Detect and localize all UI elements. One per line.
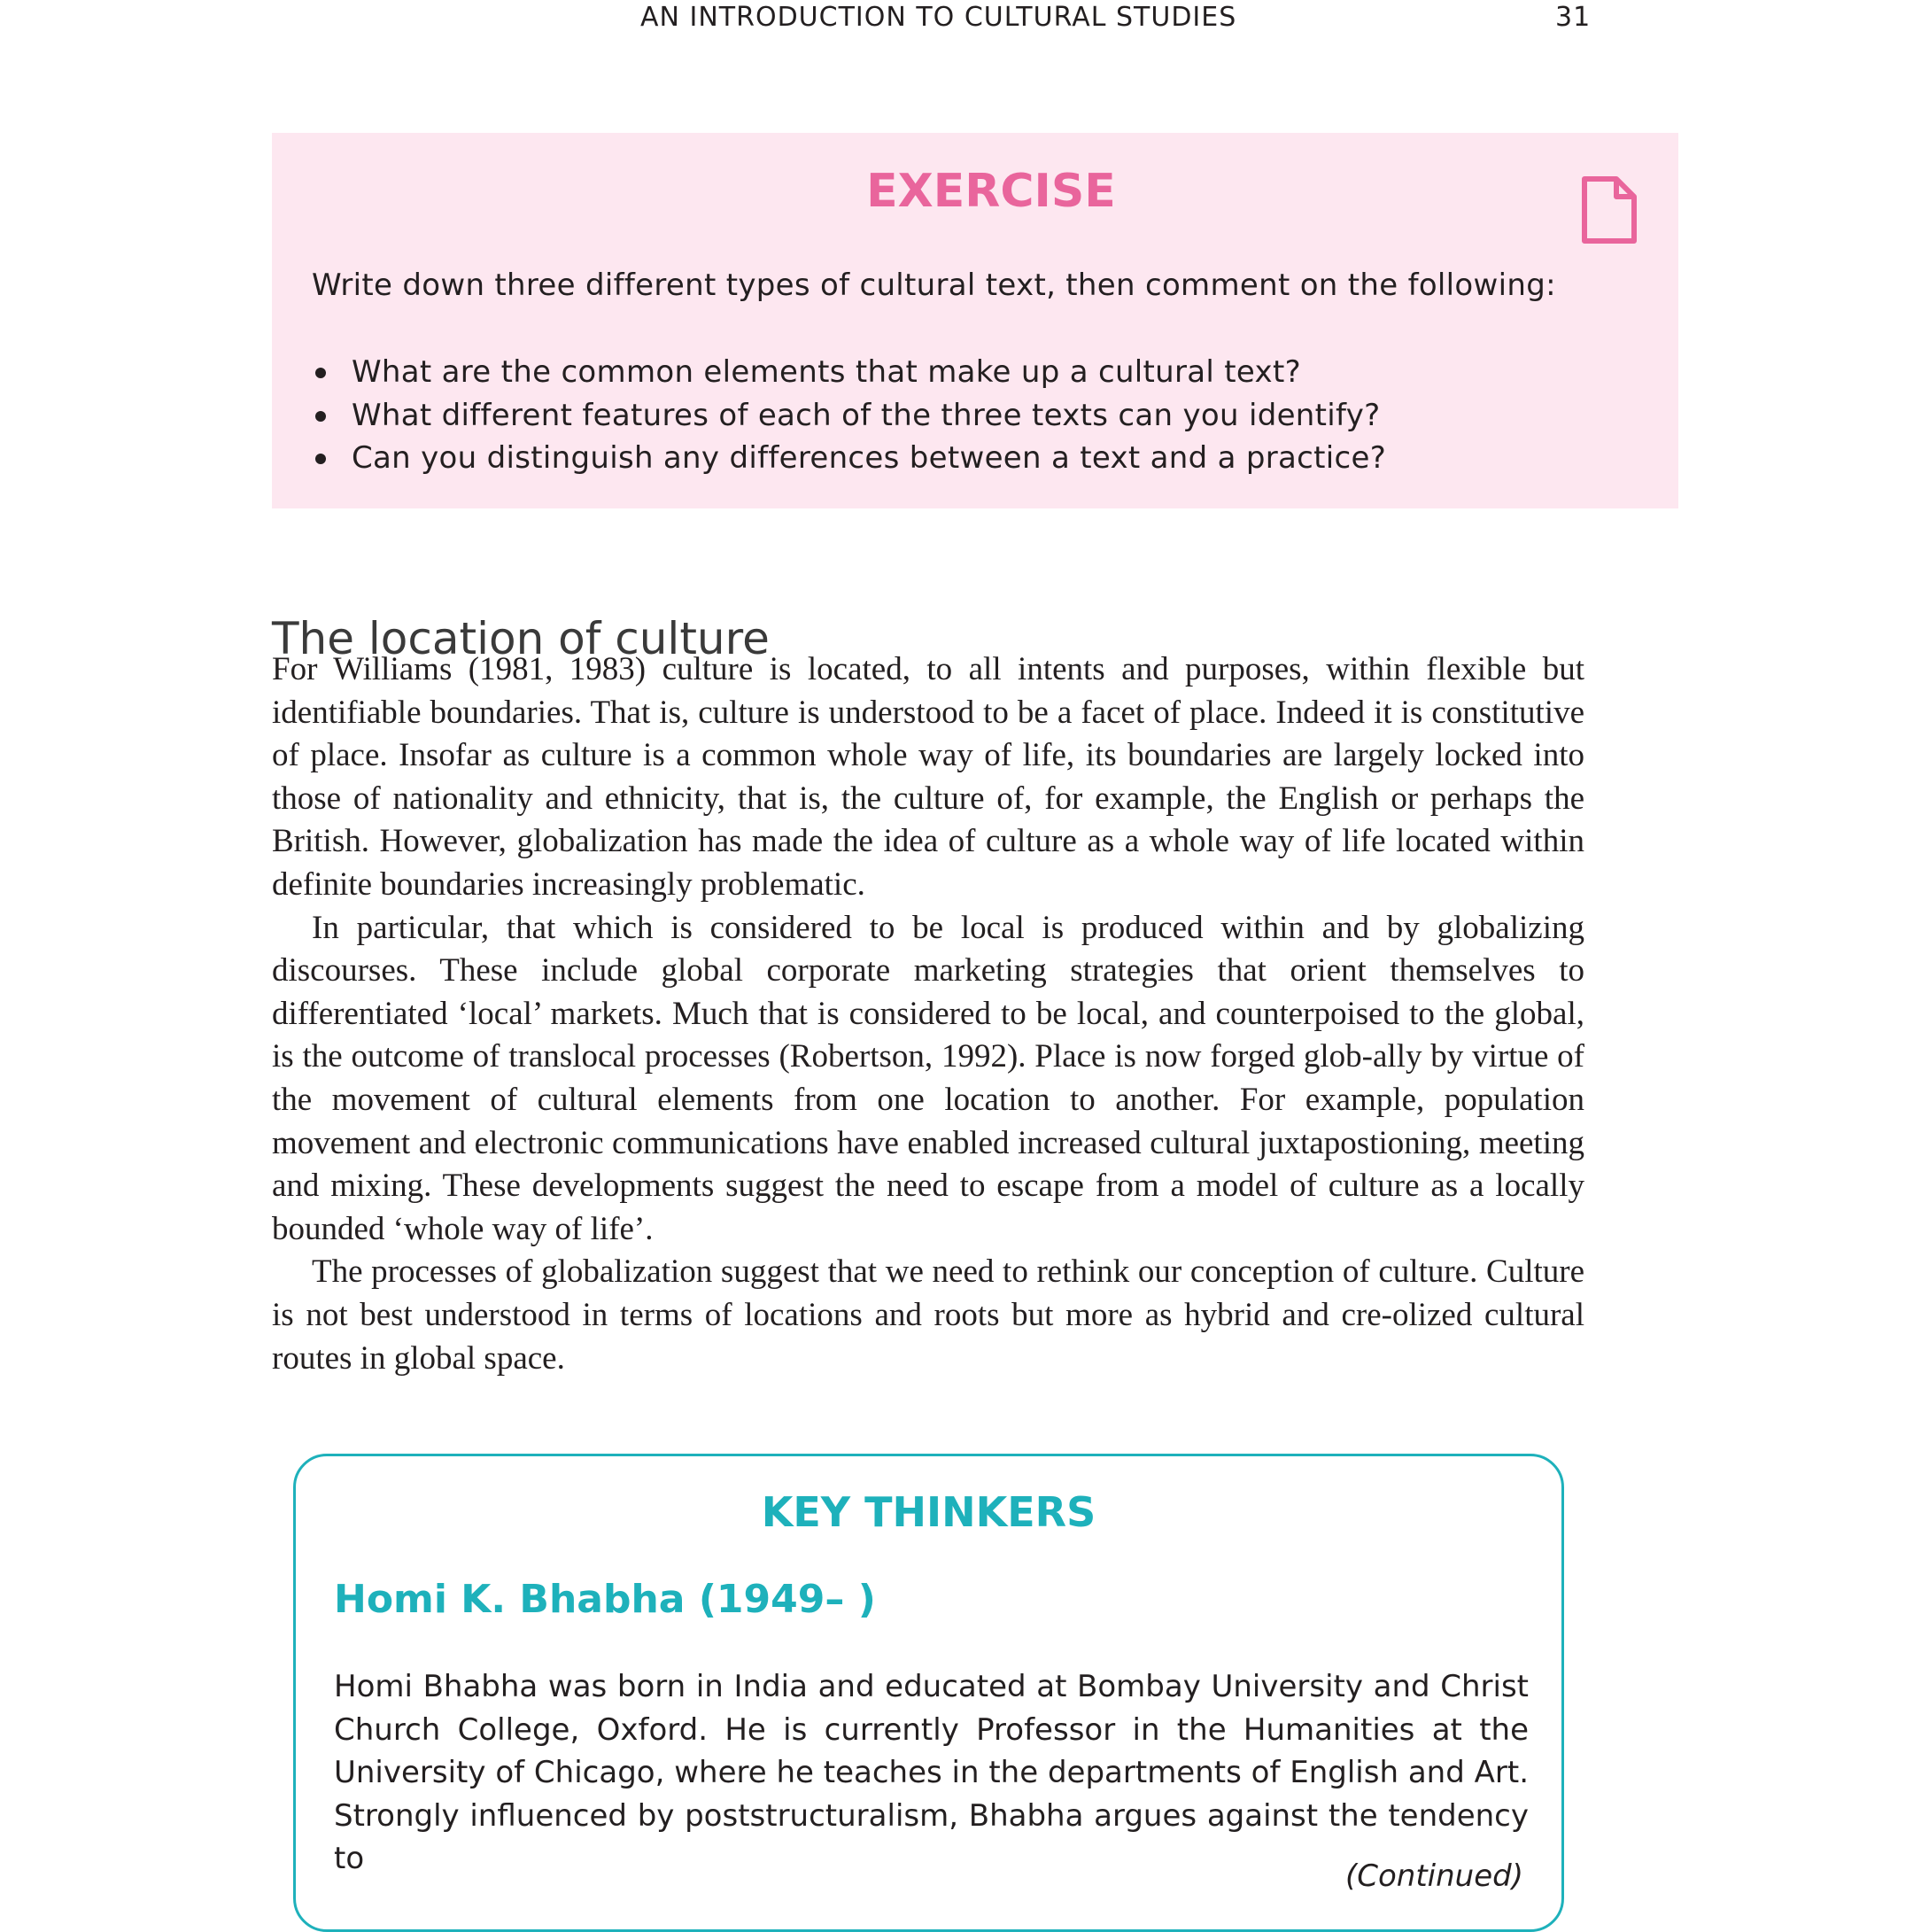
question-text: What are the common elements that make up a cultural text? bbox=[352, 354, 1301, 390]
exercise-intro: Write down three different types of cultural text, then comment on the following: bbox=[312, 268, 1556, 303]
continued-label: (Continued) bbox=[1345, 1858, 1523, 1894]
bullet-icon bbox=[315, 368, 326, 378]
bullet-icon bbox=[315, 411, 326, 422]
exercise-questions bbox=[312, 351, 1386, 480]
running-title: AN INTRODUCTION TO CULTURAL STUDIES bbox=[640, 2, 1237, 33]
paragraph: The processes of globalization suggest that we need to rethink our conception of culture. Culture is not best understood in terms of locations and roots but more as hybrid and cre-olized cultural routes in global space. bbox=[272, 1253, 1584, 1377]
exercise-box bbox=[272, 133, 1678, 508]
exercise-title: EXERCISE bbox=[866, 165, 1116, 218]
section-heading: The location of culture bbox=[272, 612, 770, 664]
body-text bbox=[272, 648, 1584, 1380]
running-head bbox=[0, 0, 1929, 39]
thinker-name: Homi K. Bhabha (1949– ) bbox=[334, 1577, 876, 1622]
list-item bbox=[312, 437, 1386, 480]
key-thinkers-title: KEY THINKERS bbox=[761, 1488, 1096, 1536]
question-text: Can you distinguish any differences between a text and a practice? bbox=[352, 440, 1387, 476]
key-thinkers-box bbox=[293, 1454, 1564, 1932]
thinker-bio: Homi Bhabha was born in India and educated at Bombay University and Christ Church College, Oxford. He is currently Professor in the Humanities at the University of Chicago, where he teaches in the departments of English and Art. Strongly influenced by poststructuralism, Bhabha argues against the tendency to bbox=[334, 1669, 1529, 1877]
paragraph: In particular, that which is considered to be local is produced within and by globalizing discourses. These include global corporate marketing strategies that orient themselves to differentiated ‘local’ markets. Much that is considered to be local, and counterpoised to the global, is the outcome of translocal processes (Robertson, 1992). Place is now forged glob-ally by virtue of the movement of cultural elements from one location to another. For example, population movement and electronic communications have enabled increased cultural juxtapostioning, meeting and mixing. These developments suggest the need to escape from a model of culture as a locally bounded ‘whole way of life’. bbox=[272, 909, 1584, 1247]
list-item bbox=[312, 394, 1386, 438]
list-item bbox=[312, 351, 1386, 394]
paragraph: For Williams (1981, 1983) culture is located, to all intents and purposes, within flexible but identifiable boundaries. That is, culture is understood to be a facet of place. Indeed it is constitutive of place. Insofar as culture is a common whole way of life, its boundaries are largely locked into those of nationality and ethnicity, that is, the culture of, for example, the English or perhaps the British. However, globalization has made the idea of culture as a whole way of life located within definite boundaries increasingly problematic. bbox=[272, 651, 1584, 903]
document-icon bbox=[1581, 175, 1638, 244]
question-text: What different features of each of the three texts can you identify? bbox=[352, 397, 1381, 433]
bullet-icon bbox=[315, 454, 326, 464]
page-number: 31 bbox=[1555, 2, 1592, 33]
